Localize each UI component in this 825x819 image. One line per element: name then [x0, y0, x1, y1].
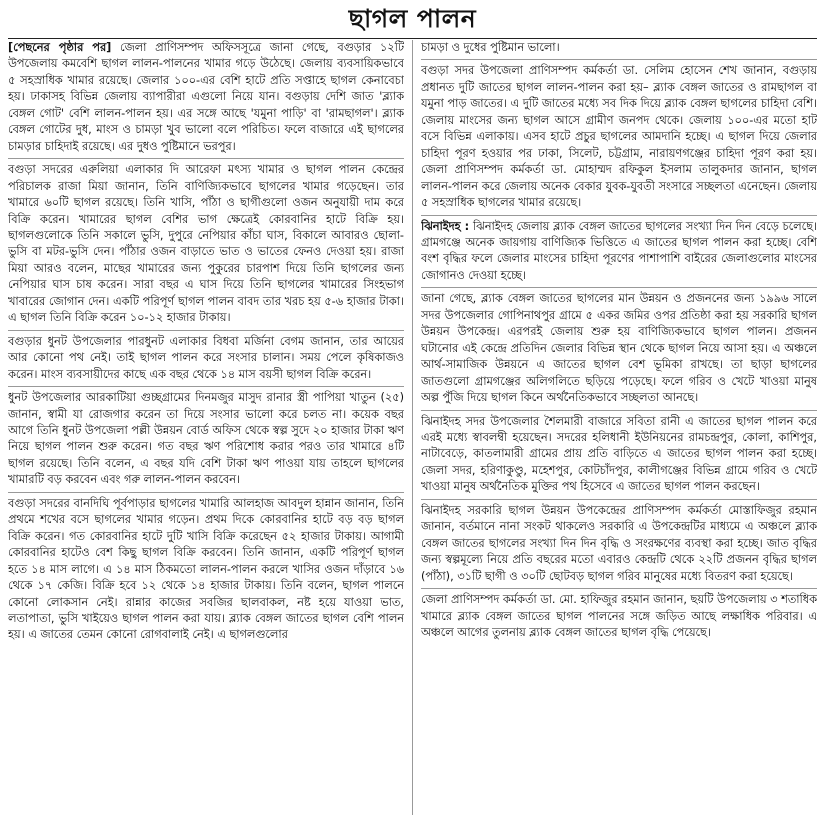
- paragraph: [8, 40, 404, 155]
- paragraph: [8, 390, 404, 489]
- paragraph-lead: ঝিনাইদহ :: [421, 219, 470, 233]
- paragraph-separator: [8, 492, 404, 493]
- paragraph: [421, 291, 817, 406]
- paragraph-text: জেলা প্রাণিসম্পদ কর্মকর্তা ডা. মো. হাফিজুর রহমান জানান, ছয়টি উপজেলায় ৩ শতাধিক খামারে ব্ল্যাক বেঙ্গল জাতের ছাগল পালনের সঙ্গে জড়িত আছে লক্ষাধিক পরিবার। এ অঞ্চলে আগের তুলনায় ব্ল্যাক বেঙ্গল জাতের ছাগল বৃদ্ধি পেয়েছে।: [421, 593, 817, 639]
- paragraph-text: বগুড়া সদরের বানদিঘি পূর্বপাড়ার ছাগলের খামারি আলহাজ আবদুল হান্নান জানান, তিনি প্রথমে শখের বসে ছাগলের খামার গড়েন। প্রথম দিকে কোরবানির হাটে বড় বড় ছাগল বিক্রি করেন। গত কোরবানির হাটে দুটি খাসি বিক্রি করেছেন ৫২ হাজার টাকায়। আগামী কোরবানির হাটেও বেশ কিছু ছাগল বিক্রি করবেন। তিনি জানান, একটি পরিপূর্ণ ছাগল হতে ১৪ মাস লাগে। এ ১৪ মাস ঠিকমতো লালন-পালন করলে খাসির ওজন দাঁড়াবে ১৬ থেকে ১৭ কেজি। বিক্রি হবে ১২ থেকে ১৪ হাজার টাকায়। তিনি বলেন, ছাগল পালনে কোনো লোকসান নেই। রান্নার কাজের সবজির ছালবাকল, নষ্ট হয়ে যাওয়া ভাত, লতাপাতা, ভুসি খাইয়েও ছাগল পালন করা যায়। ব্ল্যাক বেঙ্গল জাতের ছাগল বেশি পালন হয়। এ জাতের তেমন কোনো রোগবালাই নেই। এ ছাগলগুলোর: [8, 496, 404, 642]
- paragraph-separator: [421, 215, 817, 216]
- paragraph: [421, 219, 817, 285]
- paragraph: [421, 414, 817, 496]
- paragraph: [421, 63, 817, 211]
- paragraph-separator: [421, 499, 817, 500]
- paragraph-text: ধুনট উপজেলার আরকাটিয়া গুচ্ছগ্রামের দিনমজুর মাসুদ রানার স্ত্রী পাপিয়া খাতুন (২৫) জানান, স্বামী যা রোজগার করেন তা দিয়ে সংসার ভালো করে চলত না। কয়েক বছর আগে তিনি ধুনট উপজেলা পল্লী উন্নয়ন বোর্ড অফিস থেকে স্বল্প সুদে ২০ হাজার টাকা ঋণ নিয়ে ছাগল পালন শুরু করেন। গত বছর ঋণ পরিশোধ করার পরও তার খামারে ৪টি ছাগল রয়েছে। তিনি বলেন, এ বছর যদি বেশি টাকা ঋণ পাওয়া যায় তাহলে ছাগলের খামারটি বড় করবেন এবং গরু লালন-পালন করবেন।: [8, 391, 404, 487]
- paragraph-text: বগুড়ার ধুনট উপজেলার পারধুনট এলাকার বিধবা মর্জিনা বেগম জানান, তার আয়ের আর কোনো পথ নেই। তাই ছাগল পালন করে সংসার চালান। সময় পেলে কৃষিকাজও করেন। মাংস ব্যবসায়ীদের কাছে এক বছর থেকে ১৪ মাস বয়সী ছাগল বিক্রি করেন।: [8, 334, 404, 381]
- paragraph-text: চামড়া ও দুধের পুষ্টিমান ভালো।: [421, 41, 560, 54]
- paragraph-separator: [8, 330, 404, 331]
- paragraph-text: ঝিনাইদহ সরকারি ছাগল উন্নয়ন উপকেন্দ্রের প্রাণিসম্পদ কর্মকর্তা মোস্তাফিজুর রহমান জানান, বর্তমানে নানা সংকট থাকলেও সরকারি এ উপকেন্দ্রটির মাধ্যমে এ অঞ্চলে ব্ল্যাক বেঙ্গল জাতের ছাগলের সংখ্যা দিন দিন বৃদ্ধি ও সংরক্ষণের ব্যবস্থা করা হচ্ছে। জাত বৃদ্ধির জন্য স্বল্পমূল্যে নিয়ে প্রতি বছরের মতো এবারও কেন্দ্রটি থেকে ২২টি প্রজনন বৃদ্ধির ছাগল (পাঁঠা), ৩১টি ছাগী ও ৩০টি ছোটবড় ছাগল গরিব মানুষের মধ্যে বিতরণ করা হয়েছে।: [421, 503, 817, 583]
- paragraph-text: বগুড়া সদরের এরুলিয়া এলাকার দি আরেফা মৎস্য খামার ও ছাগল পালন কেন্দ্রের পরিচালক রাজা মিয়া জানান, তিনি বাণিজ্যিকভাবে ছাগলের খামার গড়েছেন। তার খামারে ৬০টি ছাগল রয়েছে। তিনি খাসি, পাঁঠা ও ছাগীগুলো ওজন অনুযায়ী দাম করে বিক্রি করেন। খামারের ছাগল বেশির ভাগ ক্ষেত্রেই কোরবানির হাটে বিক্রি হয়। ছাগলগুলোকে তিনি সকালে ভুসি, দুপুরে নেপিয়ার কাঁচা ঘাস, বিকালে আবারও ছোলা-ভুসি বা মটর-ভুসি দেন। পাঁঠার ওজন বাড়াতে ভাত ও ভাতের ফেনও দেওয়া হয়। রাজা মিয়া আরও বলেন, মাছের খামারের জন্য পুকুরের চারপাশ দিয়ে তিনি ছাগলের জন্য নেপিয়ার ঘাস চাষ করেন। সারা বছর এ ঘাস দিয়ে তিনি ছাগলের খামারের সিংহভাগ খাবারের জোগান দেন। একটি পরিপূর্ণ ছাগল পালন বাবদ তার খরচ হয় ৫-৬ হাজার টাকা। এ ছাগল তিনি বিক্রি করেন ১০-১২ হাজার টাকায়।: [8, 163, 404, 325]
- paragraph-text: জানা গেছে, ব্ল্যাক বেঙ্গল জাতের ছাগলের মান উন্নয়ন ও প্রজননের জন্য ১৯৯৬ সালে সদর উপজেলার গোপিনাথপুর গ্রামে ৫ একর জমির ওপর প্রতিষ্ঠা করা হয় সরকারি ছাগল উন্নয়ন উপকেন্দ্র। এরপরই জেলায় শুরু হয় বাণিজ্যিকভাবে ছাগল পালন। প্রজনন ঘটানোর এই কেন্দ্রে প্রতিদিন জেলার বিভিন্ন স্থান থেকে ছাগল নিয়ে আসা হয়। এ অঞ্চলে আর্থ-সামাজিক উন্নয়নে এ জাতের ছাগল বেশ ভূমিকা রাখছে। তা ছাড়া ছাগলের জাতগুলো গ্রামগঞ্জের অলিগলিতে ছড়িয়ে পড়েছে। ফলে গরিব ও খেটে খাওয়া মানুষ অল্প পুঁজি দিয়ে ছাগল কিনে অর্থনৈতিকভাবে সচ্ছলতা আনছে।: [421, 292, 817, 405]
- paragraph-text: ঝিনাইদহ সদর উপজেলার শৈলমারী বাজারে সবিতা রানী এ জাতের ছাগল পালন করে এরই মধ্যে স্বাবলম্বী হয়েছেন। সদরের হলিধানী ইউনিয়নের রামচন্দ্রপুর, কোলা, কাশিপুর, নাটাবেড়ে, কাতলামারী গ্রামের প্রায় প্রতি বাড়িতে এ জাতের ছাগল পালন করা হচ্ছে। জেলা সদর, হরিণাকুণ্ডু, মহেশপুর, কোটচাঁদপুর, কালীগঞ্জের বিভিন্ন গ্রামে গরিব ও খেটে খাওয়া মানুষ অর্থনৈতিক মুক্তির পথ হিসেবে এ জাতের ছাগল পালন করছেন।: [421, 414, 817, 494]
- headline-area: [0, 0, 825, 38]
- paragraph-separator: [421, 287, 817, 288]
- paragraph: [8, 496, 404, 644]
- article-columns: [8, 40, 817, 815]
- column-divider: [412, 40, 413, 815]
- headline-rule: [8, 38, 817, 39]
- paragraph-separator: [421, 588, 817, 589]
- left-column: [8, 40, 404, 815]
- paragraph-text: জেলা প্রাণিসম্পদ অফিসসূত্রে জানা গেছে, বগুড়ার ১২টি উপজেলায় কমবেশি ছাগল লালন-পালনের খামার গড়ে উঠেছে। জেলায় ব্যবসায়িকভাবে ৫ সহস্রাধিক খামার রয়েছে। জেলার ১০০-এর বেশি হাটে প্রতি সপ্তাহে ছাগল কেনাবেচা হয়। ঢাকাসহ বিভিন্ন জেলায় ব্যাপারীরা এগুলো নিয়ে যান। বগুড়ায় দেশি জাত 'ব্ল্যাক বেঙ্গল গোট' বেশি লালন-পালন হয়। এর সঙ্গে আছে 'যমুনা পাড়ি' বা 'রামছাগল'। ব্ল্যাক বেঙ্গল গোটের দুধ, মাংস ও চামড়া খুব ভালো বলে পরিচিত। ফলে বাজারে এই ছাগলের চামড়ার চাহিদাই রয়েছে। এর দুধও পুষ্টিমানে ভরপুর।: [8, 41, 404, 153]
- paragraph: [8, 334, 404, 383]
- paragraph-separator: [421, 59, 817, 60]
- paragraph-text: ঝিনাইদহ জেলায় ব্ল্যাক বেঙ্গল জাতের ছাগলের সংখ্যা দিন দিন বেড়ে চলেছে। গ্রামগঞ্জে অনেক জায়গায় বাণিজ্যিক ভিত্তিতে এ জাতের ছাগল পালন করা হচ্ছে। বেশি বংশ বৃদ্ধির ফলে জেলার মাংসের চাহিদা পূরণের পাশাপাশি বাইরের জেলাগুলোর মাংসের জোগানও দেওয়া হচ্ছে।: [421, 219, 817, 282]
- paragraph-separator: [8, 158, 404, 159]
- right-column: [421, 40, 817, 815]
- paragraph-lead: [পেছনের পৃষ্ঠার পর]: [8, 41, 112, 54]
- paragraph-text: বগুড়া সদর উপজেলা প্রাণিসম্পদ কর্মকর্তা ডা. সেলিম হোসেন শেখ জানান, বগুড়ায় প্রধানত দুটি জাতের ছাগল লালন-পালন করা হয়– ব্ল্যাক বেঙ্গল জাতের ও রামছাগল বা যমুনা পাড় জাতের। এ দুটি জাতের মধ্যে সব দিক দিয়ে ব্ল্যাক বেঙ্গল ছাগলের চাহিদা বেশি। জেলায় মাংসের জন্য ছাগল আসে গ্রামীণ জনপদ থেকে। জেলায় ১০০-এর মতো হাট বসে বিভিন্ন এলাকায়। এসব হাটে প্রচুর ছাগলের আমদানি হচ্ছে। এ ছাগল দিয়ে জেলার চাহিদা পূরণ হওয়ার পর ঢাকা, সিলেট, চট্টগ্রাম, নারায়ণগঞ্জের চাহিদা পূরণ করা হয়। জেলা প্রাণিসম্পদ কর্মকর্তা ডা. মোহাম্মদ রফিকুল ইসলাম তালুকদার জানান, ছাগল লালন-পালন করে জেলায় অনেক বেকার যুবক-যুবতী সংসারে সচ্ছলতা এনেছেন। জেলায় ৫ সহস্রাধিক ছাগলের খামার রয়েছে।: [421, 64, 817, 210]
- paragraph: [421, 592, 817, 641]
- article-headline: ছাগল পালন: [348, 3, 477, 33]
- paragraph: [421, 40, 817, 56]
- paragraph: [8, 162, 404, 327]
- paragraph: [421, 503, 817, 585]
- paragraph-separator: [421, 410, 817, 411]
- paragraph-separator: [8, 386, 404, 387]
